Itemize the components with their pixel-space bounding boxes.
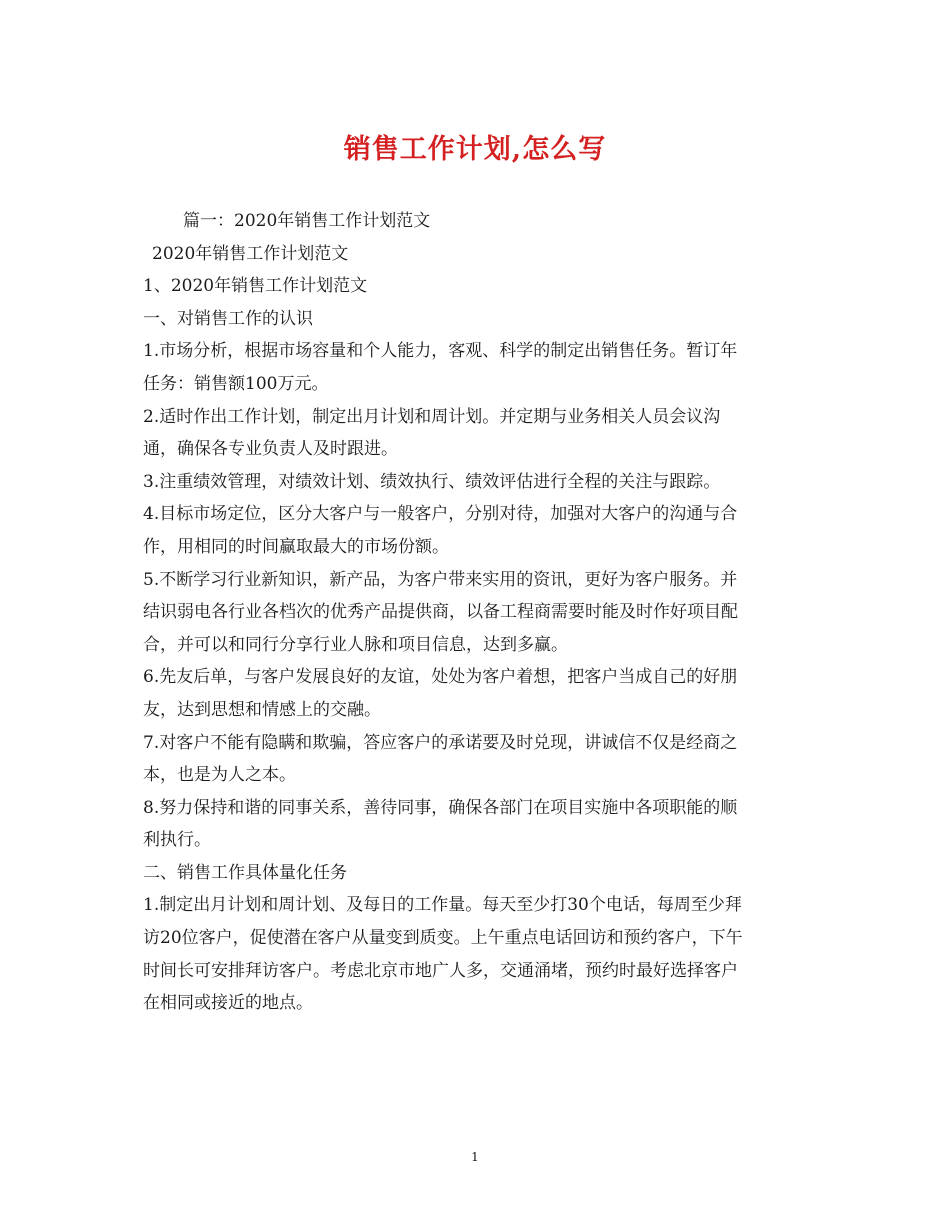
page-number: 1 (471, 1150, 479, 1164)
section-heading: 二、销售工作具体量化任务 (143, 862, 347, 883)
paragraph-line: 合，并可以和同行分享行业人脉和项目信息，达到多赢。 (143, 634, 568, 655)
paragraph-line: 作，用相同的时间赢取最大的市场份额。 (143, 536, 449, 557)
paragraph-line: 1.市场分析，根据市场容量和个人能力，客观、科学的制定出销售任务。暂订年 (143, 341, 738, 362)
paragraph-line: 利执行。 (143, 830, 211, 851)
paragraph-line: 5.不断学习行业新知识，新产品，为客户带来实用的资讯，更好为客户服务。并 (143, 569, 738, 590)
paragraph-line: 3.注重绩效管理，对绩效计划、绩效执行、绩效评估进行全程的关注与跟踪。 (143, 471, 721, 492)
paragraph-line: 本，也是为人之本。 (143, 765, 296, 786)
sub-heading: 1、2020年销售工作计划范文 (143, 276, 368, 297)
paragraph-line: 时间长可安排拜访客户。考虑北京市地广人多，交通涌堵，预约时最好选择客户 (143, 960, 738, 981)
paragraph-line: 1.制定出月计划和周计划、及每日的工作量。每天至少打30个电话，每周至少拜 (143, 895, 742, 916)
paragraph-line: 在相同或接近的地点。 (143, 993, 313, 1014)
paragraph-line: 2.适时作出工作计划，制定出月计划和周计划。并定期与业务相关人员会议沟 (143, 406, 721, 427)
paragraph-line: 访20位客户，促使潜在客户从量变到质变。上午重点电话回访和预约客户，下午 (143, 928, 743, 949)
paragraph-line: 4.目标市场定位，区分大客户与一般客户，分别对待，加强对大客户的沟通与合 (143, 504, 738, 525)
document-title: 销售工作计划,怎么写 (343, 134, 607, 165)
paragraph-line: 结识弱电各行业各档次的优秀产品提供商，以备工程商需要时能及时作好项目配 (143, 602, 738, 623)
paragraph-line: 6.先友后单，与客户发展良好的友谊，处处为客户着想，把客户当成自己的好朋 (143, 667, 738, 688)
section-heading: 一、对销售工作的认识 (143, 308, 313, 329)
paragraph-line: 7.对客户不能有隐瞒和欺骗，答应客户的承诺要及时兑现，讲诚信不仅是经商之 (143, 732, 738, 753)
paragraph-line: 8.努力保持和谐的同事关系，善待同事，确保各部门在项目实施中各项职能的顺 (143, 797, 738, 818)
paragraph-line: 友，达到思想和情感上的交融。 (143, 699, 381, 720)
document-body (143, 205, 803, 1020)
paragraph-line: 任务：销售额100万元。 (143, 373, 329, 394)
paragraph-line: 通，确保各专业负责人及时跟进。 (143, 439, 398, 460)
section-heading: 篇一：2020年销售工作计划范文 (183, 211, 431, 231)
sub-heading: 2020年销售工作计划范文 (152, 243, 349, 264)
